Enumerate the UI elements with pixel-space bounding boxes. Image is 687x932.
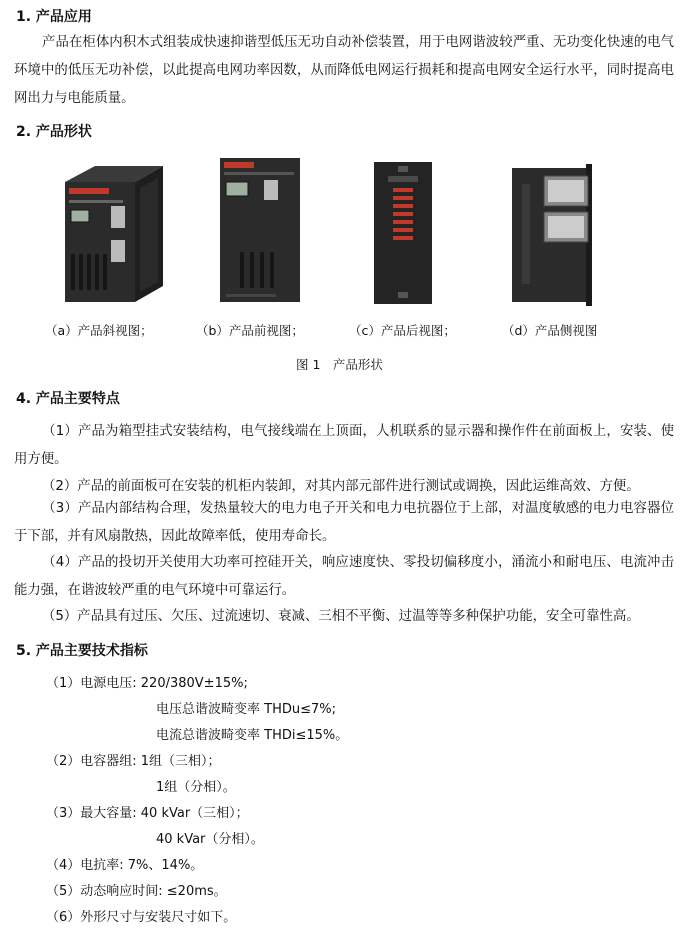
section-1-heading: 1. 产品应用 — [16, 9, 92, 25]
feature-item-3: （3）产品内部结构合理，发热量较大的电力电子开关和电力电抗器位于上部，对温度敏感的电力电容器位于下部，并有风扇散热，因此故障率低，使用寿命长。 — [14, 501, 674, 544]
spec-line: 电流总谐波畸变率 THDi≤15%。 — [156, 728, 349, 743]
caption-rear-view: （c）产品后视图； — [349, 323, 456, 338]
spec-line: （4）电抗率: 7%、14%。 — [46, 858, 204, 873]
section-4-heading: 4. 产品主要特点 — [16, 391, 120, 407]
product-front-view-image — [220, 158, 300, 302]
caption-oblique-view: （a）产品斜视图； — [45, 323, 153, 338]
spec-line: 电压总谐波畸变率 THDu≤7%; — [156, 702, 336, 717]
feature-item-5: （5）产品具有过压、欠压、过流速切、衰减、三相不平衡、过温等等多种保护功能，安全可靠性高。 — [42, 609, 640, 624]
figure-caption: 图 1 产品形状 — [296, 357, 383, 372]
section-5-heading: 5. 产品主要技术指标 — [16, 643, 148, 659]
section-1-paragraph: 产品在柜体内积木式组装成快速抑谐型低压无功自动补偿装置，用于电网谐波较严重、无功变化快速的电气环境中的低压无功补偿，以此提高电网功率因数，从而降低电网运行损耗和提高电网安全运行水平，同时提高电网出力与电能质量。 — [14, 35, 674, 106]
feature-item-4: （4）产品的投切开关使用大功率可控硅开关，响应速度快、零投切偏移度小，涌流小和耐电压、电流冲击能力强，在谐波较严重的电气环境中可靠运行。 — [14, 555, 674, 598]
product-oblique-view-image — [55, 158, 165, 310]
feature-item-1: （1）产品为箱型挂式安装结构，电气接线端在上顶面，人机联系的显示器和操作件在前面板上，安装、使用方便。 — [14, 424, 674, 467]
spec-line: 40 kVar（分相）。 — [156, 832, 264, 847]
product-rear-view-image — [374, 162, 432, 304]
product-side-view-image — [512, 164, 592, 306]
spec-line: （5）动态响应时间: ≤20ms。 — [46, 884, 227, 899]
caption-front-view: （b）产品前视图； — [196, 323, 304, 338]
spec-line: （2）电容器组: 1组（三相）； — [46, 754, 221, 769]
caption-side-view: （d）产品侧视图 — [502, 323, 598, 338]
section-2-heading: 2. 产品形状 — [16, 124, 92, 140]
feature-item-2: （2）产品的前面板可在安装的机柜内装卸，对其内部元部件进行测试或调换，因此运维高效、方便。 — [42, 479, 640, 494]
spec-line: （3）最大容量: 40 kVar（三相）； — [46, 806, 249, 821]
spec-line: 1组（分相）。 — [156, 780, 236, 795]
spec-line: （1）电源电压: 220/380V±15%; — [46, 676, 248, 691]
spec-line: （6）外形尺寸与安装尺寸如下。 — [46, 910, 237, 925]
